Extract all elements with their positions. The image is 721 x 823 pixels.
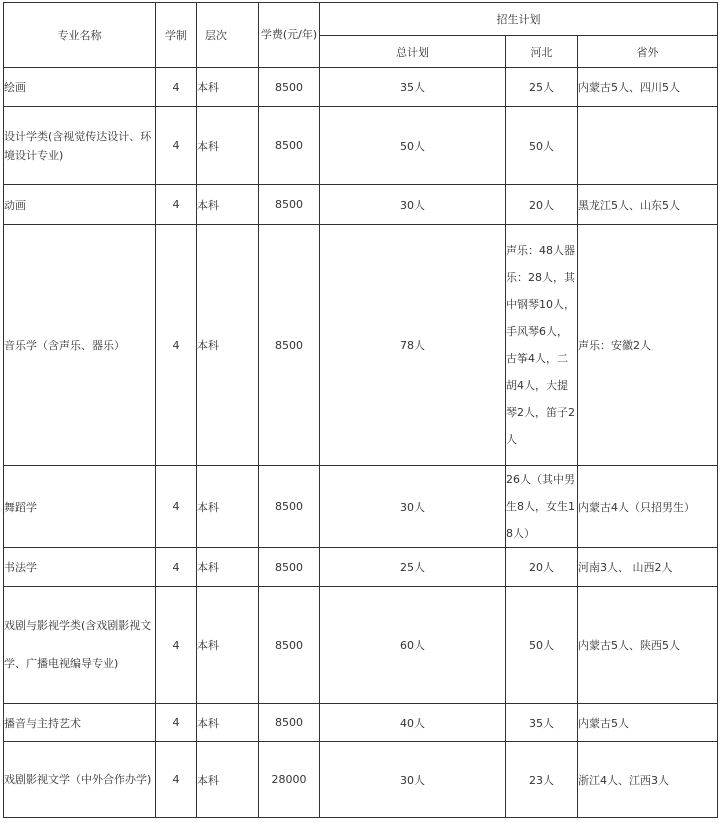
cell-years: 4 xyxy=(156,225,197,466)
cell-level: 本科 xyxy=(197,185,259,225)
cell-outside: 浙江4人、江西3人 xyxy=(578,742,718,818)
header-hebei: 河北 xyxy=(506,36,578,68)
cell-years: 4 xyxy=(156,185,197,225)
header-outside: 省外 xyxy=(578,36,718,68)
cell-major: 播音与主持艺术 xyxy=(4,704,156,742)
cell-hebei: 50人 xyxy=(506,107,578,185)
cell-years: 4 xyxy=(156,548,197,587)
cell-major: 舞蹈学 xyxy=(4,466,156,548)
table-row xyxy=(4,107,718,185)
cell-years: 4 xyxy=(156,107,197,185)
cell-fee: 8500 xyxy=(259,587,320,704)
cell-outside: 内蒙古5人、四川5人 xyxy=(578,68,718,107)
header-plan: 招生计划 xyxy=(320,3,718,36)
cell-outside: 黑龙江5人、山东5人 xyxy=(578,185,718,225)
cell-years: 4 xyxy=(156,704,197,742)
cell-major: 动画 xyxy=(4,185,156,225)
header-major: 专业名称 xyxy=(4,3,156,68)
table-row xyxy=(4,587,718,704)
cell-total: 35人 xyxy=(320,68,506,107)
cell-hebei: 50人 xyxy=(506,587,578,704)
cell-level: 本科 xyxy=(197,548,259,587)
header-total: 总计划 xyxy=(320,36,506,68)
cell-level: 本科 xyxy=(197,68,259,107)
cell-outside: 河南3人、 山西2人 xyxy=(578,548,718,587)
cell-fee: 8500 xyxy=(259,704,320,742)
cell-total: 40人 xyxy=(320,704,506,742)
table-row xyxy=(4,185,718,225)
cell-major: 音乐学（含声乐、器乐） xyxy=(4,225,156,466)
cell-hebei: 35人 xyxy=(506,704,578,742)
cell-total: 78人 xyxy=(320,225,506,466)
enrollment-plan-table xyxy=(3,2,718,818)
cell-level: 本科 xyxy=(197,704,259,742)
cell-level: 本科 xyxy=(197,587,259,704)
cell-total: 50人 xyxy=(320,107,506,185)
table-row xyxy=(4,704,718,742)
cell-hebei: 20人 xyxy=(506,548,578,587)
header-fee: 学费(元/年) xyxy=(259,3,320,68)
table-row xyxy=(4,68,718,107)
cell-level: 本科 xyxy=(197,107,259,185)
cell-fee: 28000 xyxy=(259,742,320,818)
header-row-1 xyxy=(4,3,718,36)
cell-hebei: 声乐：48人器乐：28人，其中钢琴10人，手风琴6人，古筝4人，二胡4人，大提琴2人，笛子2人 xyxy=(506,225,578,466)
cell-outside: 内蒙古4人（只招男生） xyxy=(578,466,718,548)
cell-fee: 8500 xyxy=(259,548,320,587)
header-years: 学制 xyxy=(156,3,197,68)
table-row xyxy=(4,466,718,548)
cell-major: 戏剧与影视学类(含戏剧影视文学、广播电视编导专业) xyxy=(4,587,156,704)
cell-fee: 8500 xyxy=(259,466,320,548)
cell-years: 4 xyxy=(156,587,197,704)
cell-years: 4 xyxy=(156,68,197,107)
cell-total: 60人 xyxy=(320,587,506,704)
cell-years: 4 xyxy=(156,466,197,548)
cell-level: 本科 xyxy=(197,466,259,548)
cell-fee: 8500 xyxy=(259,225,320,466)
cell-outside: 内蒙古5人 xyxy=(578,704,718,742)
cell-years: 4 xyxy=(156,742,197,818)
cell-total: 30人 xyxy=(320,742,506,818)
cell-level: 本科 xyxy=(197,225,259,466)
cell-major: 设计学类(含视觉传达设计、环境设计专业) xyxy=(4,107,156,185)
cell-total: 25人 xyxy=(320,548,506,587)
cell-outside: 内蒙古5人、陕西5人 xyxy=(578,587,718,704)
cell-hebei: 26人（其中男生8人，女生18人） xyxy=(506,466,578,548)
cell-hebei: 25人 xyxy=(506,68,578,107)
cell-fee: 8500 xyxy=(259,107,320,185)
cell-hebei: 20人 xyxy=(506,185,578,225)
cell-fee: 8500 xyxy=(259,185,320,225)
cell-total: 30人 xyxy=(320,466,506,548)
table-row xyxy=(4,225,718,466)
cell-total: 30人 xyxy=(320,185,506,225)
header-level: 层次 xyxy=(197,3,259,68)
cell-outside xyxy=(578,107,718,185)
cell-outside: 声乐：安徽2人 xyxy=(578,225,718,466)
cell-hebei: 23人 xyxy=(506,742,578,818)
cell-major: 书法学 xyxy=(4,548,156,587)
cell-major: 戏剧影视文学（中外合作办学) xyxy=(4,742,156,818)
cell-major: 绘画 xyxy=(4,68,156,107)
table-row xyxy=(4,742,718,818)
cell-fee: 8500 xyxy=(259,68,320,107)
cell-level: 本科 xyxy=(197,742,259,818)
table-row xyxy=(4,548,718,587)
